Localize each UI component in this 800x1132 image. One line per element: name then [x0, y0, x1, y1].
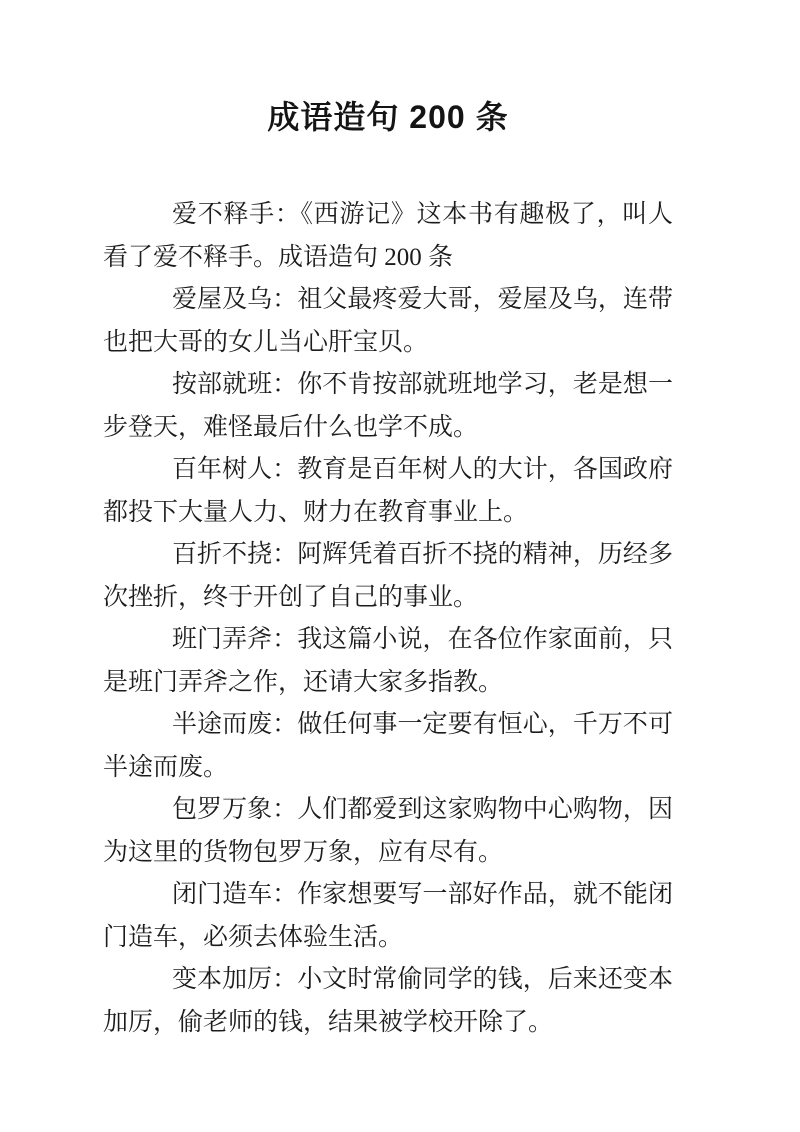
- paragraph: 班门弄斧：我这篇小说，在各位作家面前，只是班门弄斧之作，还请大家多指教。: [103, 626, 673, 696]
- paragraph: 爱不释手：《西游记》这本书有趣极了，叫人看了爱不释手。成语造句 200 条: [103, 201, 673, 271]
- paragraph: 半途而废：做任何事一定要有恒心，千万不可半途而废。: [103, 711, 673, 781]
- paragraph: 爱屋及乌：祖父最疼爱大哥，爱屋及乌，连带也把大哥的女儿当心肝宝贝。: [103, 286, 673, 356]
- paragraph: 百年树人：教育是百年树人的大计，各国政府都投下大量人力、财力在教育事业上。: [103, 456, 673, 526]
- paragraph: 百折不挠：阿辉凭着百折不挠的精神，历经多次挫折，终于开创了自己的事业。: [103, 541, 673, 611]
- paragraph: 包罗万象：人们都爱到这家购物中心购物，因为这里的货物包罗万象，应有尽有。: [103, 796, 673, 866]
- paragraph: 变本加厉：小文时常偷同学的钱，后来还变本加厉，偷老师的钱，结果被学校开除了。: [103, 966, 673, 1036]
- paragraph: 按部就班：你不肯按部就班地学习，老是想一步登天，难怪最后什么也学不成。: [103, 371, 673, 441]
- paragraph: 闭门造车：作家想要写一部好作品，就不能闭门造车，必须去体验生活。: [103, 881, 673, 951]
- document-body: [103, 194, 673, 1044]
- document-title: 成语造句 200 条: [267, 99, 509, 135]
